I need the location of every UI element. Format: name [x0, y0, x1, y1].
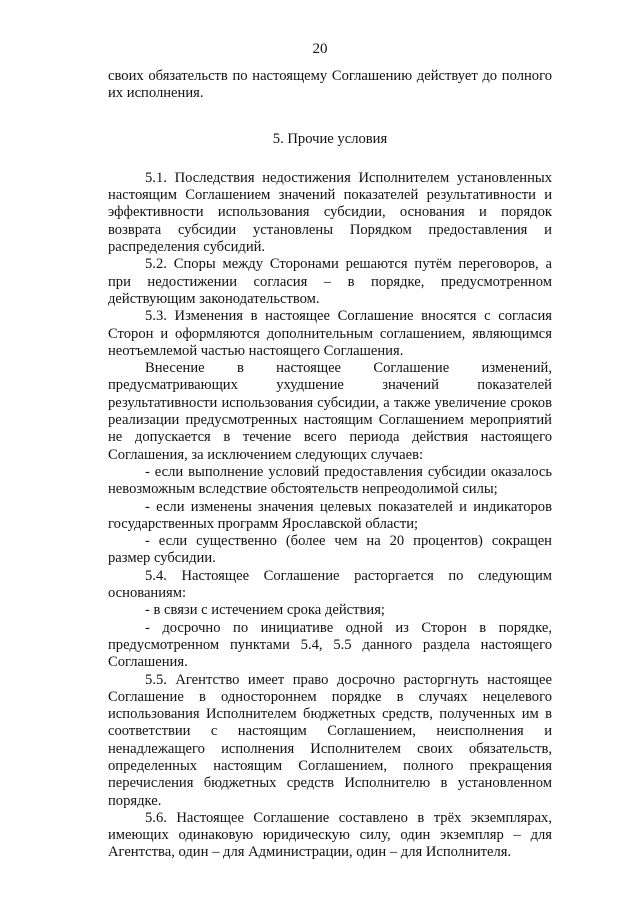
list-item-expiry: - в связи с истечением срока действия;	[145, 602, 385, 619]
list-item-force-majeure: - если выполнение условий предоставления субсидии оказалось невозможным вследствие обстоятельств непреодолимой силы;	[108, 463, 552, 498]
paragraph-5-4: 5.4. Настоящее Соглашение расторгается по следующим основаниям:	[108, 567, 552, 602]
list-item-target-indicators: - если изменены значения целевых показателей и индикаторов государственных программ Ярославской области;	[108, 498, 552, 532]
paragraph-5-5: 5.5. Агентство имеет право досрочно расторгнуть настоящее Соглашение в одностороннем порядке в случаях нецелевого использования Исполнителем бюджетных средств, полученных им в соответствии с настоящим Соглашением, неисполнения и ненадлежащего исполнения Исполнителем своих обязательств, определенных настоящим Соглашением, полного прекращения перечисления бюджетных средств Исполнителю в установленном порядке.	[108, 671, 552, 809]
list-item-early-termination: - досрочно по инициативе одной из Сторон в порядке, предусмотренном пунктами 5.4, 5.5 данного раздела настоящего Соглашения.	[108, 619, 552, 671]
paragraph-amendments: Внесение в настоящее Соглашение изменений, предусматривающих ухудшение значений показателей результативности использования субсидии, а также увеличение сроков реализации предусмотренных настоящим Соглашением мероприятий не допускается в течение всего периода действия настоящего Соглашения, за исключением следующих случаев:	[108, 360, 552, 463]
paragraph-continuation: своих обязательств по настоящему Соглашению действует до полного их исполнения.	[108, 68, 552, 102]
paragraph-5-2: 5.2. Споры между Сторонами решаются путём переговоров, а при недостижении согласия – в порядке, предусмотренном действующим законодательством.	[108, 256, 552, 307]
paragraph-5-6: 5.6. Настоящее Соглашение составлено в трёх экземплярах, имеющих одинаковую юридическую силу, один экземпляр – для Агентства, один – для Администрации, один – для Исполнителя.	[108, 809, 552, 861]
page-number: 20	[312, 41, 328, 57]
paragraph-5-3: 5.3. Изменения в настоящее Соглашение вносятся с согласия Сторон и оформляются дополнительным соглашением, являющимся неотъемлемой частью настоящего Соглашения.	[108, 308, 552, 359]
paragraph-5-1: 5.1. Последствия недостижения Исполнителем установленных настоящим Соглашением значений показателей результативности и эффективности использования субсидии, основания и порядок возврата субсидии установлены Порядком предоставления и распределения субсидий.	[108, 169, 552, 256]
list-item-subsidy-reduction: - если существенно (более чем на 20 процентов) сокращен размер субсидии.	[108, 533, 552, 567]
section-title: 5. Прочие условия	[272, 130, 388, 147]
document-body	[108, 68, 552, 862]
